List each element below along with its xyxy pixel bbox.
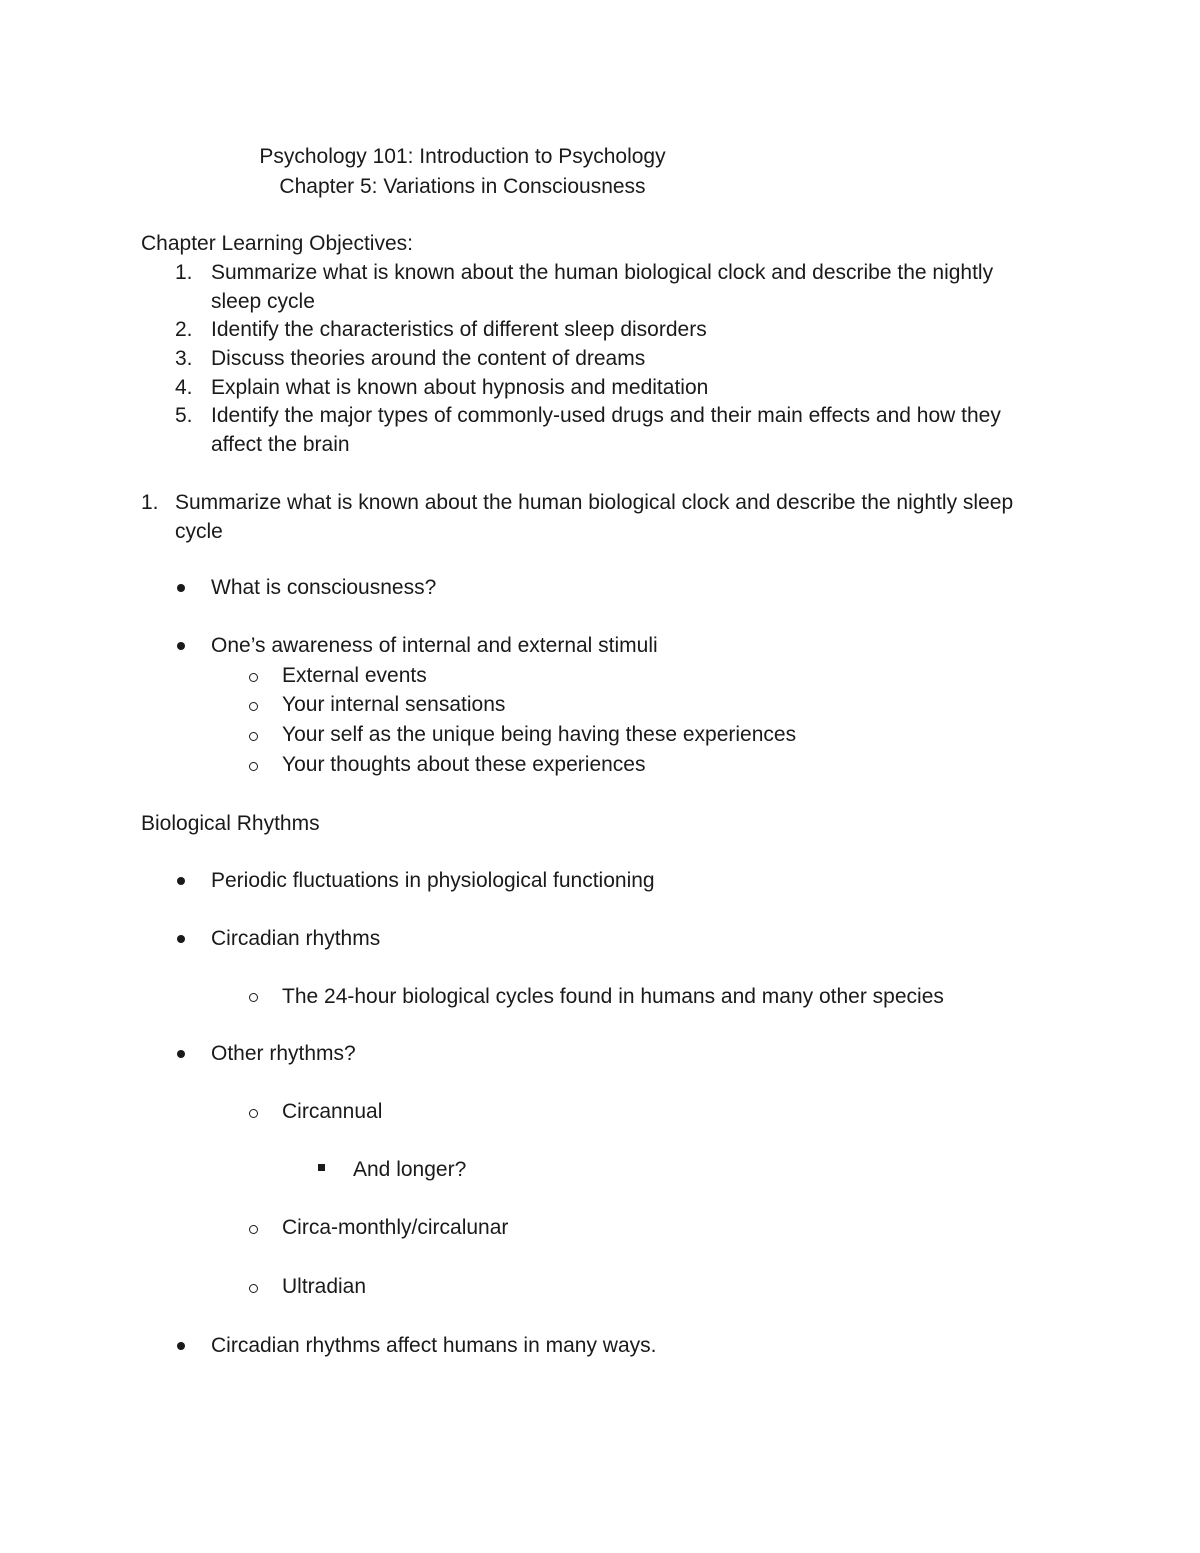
bullet-text: Circadian rhythms affect humans in many ways. [211,1334,657,1357]
objective-text: Explain what is known about hypnosis and meditation [211,376,709,399]
bullet-text: What is consciousness? [211,576,437,599]
sub-bullet-text: Ultradian [282,1275,367,1298]
section-heading: Summarize what is known about the human biological clock and describe the nightly sleep [175,491,1014,514]
circle-bullet-icon [249,762,258,771]
sub-bullet-text: Your self as the unique being having these experiences [282,723,797,746]
circle-bullet-icon [249,1284,258,1293]
bullet-text: Circadian rhythms [211,927,381,950]
circle-bullet-icon [249,1109,258,1118]
circle-bullet-icon [249,732,258,741]
chapter-title: Chapter 5: Variations in Consciousness [279,175,646,198]
bullet-icon [177,642,185,650]
sub-bullet-text: Your thoughts about these experiences [282,753,646,776]
bullet-text: One’s awareness of internal and external stimuli [211,634,658,657]
sub-bullet-text: The 24-hour biological cycles found in humans and many other species [282,985,944,1008]
sub-bullet-text: Circa-monthly/circalunar [282,1216,509,1239]
circle-bullet-icon [249,1225,258,1234]
objective-text: Summarize what is known about the human biological clock and describe the nightly [211,261,994,284]
course-title: Psychology 101: Introduction to Psychology [259,145,666,168]
bullet-icon [177,935,185,943]
bullet-icon [177,584,185,592]
objective-number: 5. [175,404,193,427]
circle-bullet-icon [249,673,258,682]
sub-sub-bullet-text: And longer? [353,1158,467,1181]
objectives-heading: Chapter Learning Objectives: [141,232,413,255]
bullet-icon [177,1050,185,1058]
objective-number: 4. [175,376,193,399]
circle-bullet-icon [249,702,258,711]
bullet-text: Periodic fluctuations in physiological functioning [211,869,655,892]
section-heading: cycle [175,520,223,543]
bullet-text: Other rhythms? [211,1042,356,1065]
circle-bullet-icon [249,993,258,1002]
sub-bullet-text: Circannual [282,1100,383,1123]
sub-bullet-text: External events [282,664,427,687]
objective-number: 2. [175,318,193,341]
bullet-icon [177,877,185,885]
objective-text: sleep cycle [211,290,315,313]
square-bullet-icon [318,1164,325,1171]
section-heading: Biological Rhythms [141,812,320,835]
sub-bullet-text: Your internal sensations [282,693,506,716]
objective-number: 1. [175,261,193,284]
objective-number: 3. [175,347,193,370]
objective-text: Identify the major types of commonly-used drugs and their main effects and how they [211,404,1001,427]
objective-text: affect the brain [211,433,350,456]
objective-text: Identify the characteristics of different sleep disorders [211,318,707,341]
objective-text: Discuss theories around the content of dreams [211,347,646,370]
section-number: 1. [141,491,159,514]
bullet-icon [177,1342,185,1350]
